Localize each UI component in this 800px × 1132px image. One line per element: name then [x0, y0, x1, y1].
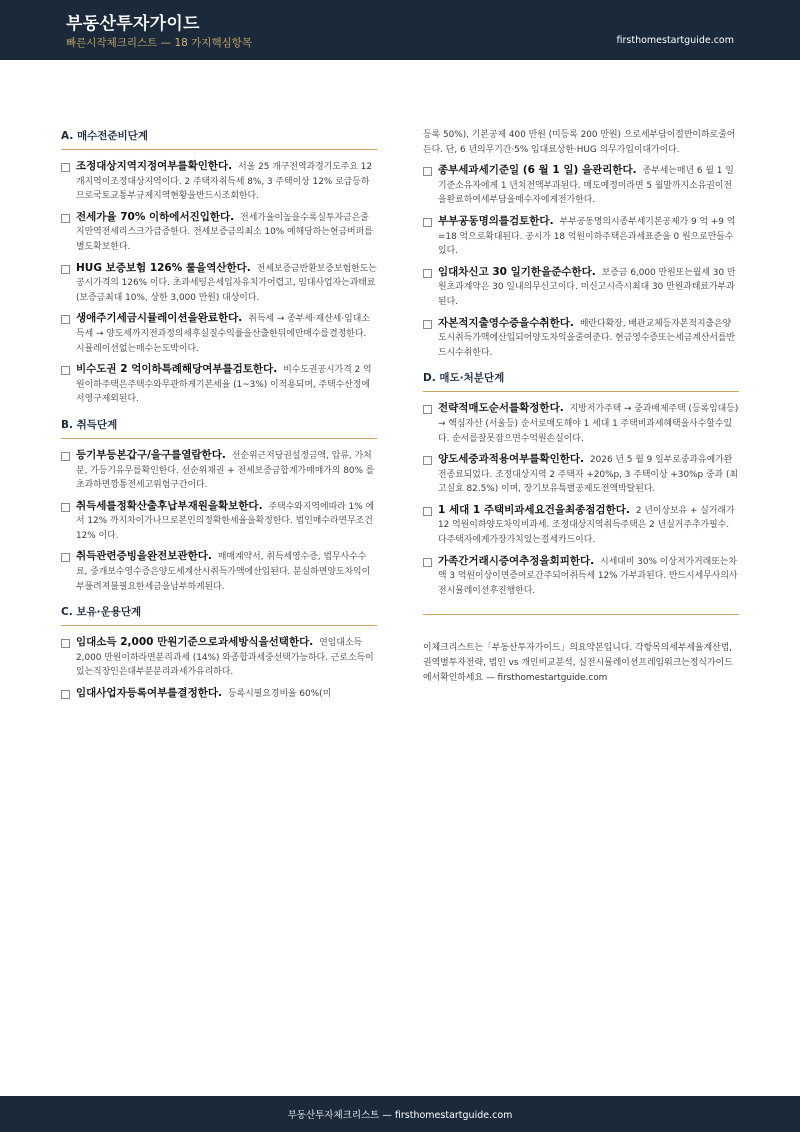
- item-body: 연임대소득 2,000 만원이하라면분리과세 (14%) 와종합과세중선택가능하다. 근로소득이있는직장인은대부분분리과세가유리하다.: [76, 638, 374, 678]
- item-body: 2026 년 5 월 9 일부로중과유예가완전종료되었다. 조정대상지역 2 주택자 +20%p, 3 주택이상 +30%p 중과 (최고실효 82.5%) 이며, 장기보유특별공제도전액박탈된다.: [438, 455, 738, 495]
- checklist-item: [423, 503, 739, 548]
- checklist-item: [61, 210, 377, 255]
- left-column: [61, 128, 377, 708]
- checklist-item: [61, 362, 377, 407]
- checkbox-icon: [61, 639, 70, 648]
- checkbox-icon: [61, 265, 70, 274]
- checklist-item: [423, 163, 739, 208]
- item-lead: 임대사업자등록여부를결정한다.: [76, 687, 222, 700]
- item-body: 주택수와지역에따라 1% 에서 12% 까지차이가나므로본인의정확한세율을확정한다. 법인매수라면무조건 12% 이다.: [76, 501, 375, 541]
- item-body: 2 년이상보유 + 실거래가 12 억원이하양도차익비과세. 조정대상지역취득주택은 2 년실거주추가필수. 다주택자에게가장가치있는절세카드이다.: [438, 505, 735, 546]
- item-lead: HUG 보증보험 126% 룰을역산한다.: [76, 261, 251, 274]
- guide-note: 이체크리스트는「부동산투자가이드」의요약본입니다. 각항목의세부세율계산법, 권역별투자전략, 법인 vs 개인비교분석, 실전시뮬레이션프레임워크는정식가이드에서확인하세요 — firsthomestartguide.com: [423, 643, 733, 684]
- site-url: firsthomestartguide.com: [616, 35, 734, 46]
- item-body: 지방저가주택 → 중과배제주택 (등록임대등) → 핵심자산 (서울등) 순서로매도해야 1 세대 1 주택비과세혜택을사수할수있다. 순서를잘못잡으면수억원손실이다.: [438, 404, 739, 444]
- item-lead: 가족간거래시증여추정을회피한다.: [438, 554, 595, 567]
- checkbox-icon: [61, 163, 70, 172]
- checkbox-icon: [423, 558, 432, 567]
- item-lead: 종부세과세기준일 (6 월 1 일) 을관리한다.: [438, 164, 637, 177]
- item-body: 매매계약서, 취득세영수증, 법무사수수료, 중개보수영수증은양도세계산시취득가액에산입된다. 분실하면양도차익이부풀려져불필요한세금을납부하게된다.: [76, 552, 371, 592]
- item-body: 전세보증금반환보증보험한도는공시가격의 126% 이다. 초과세팅은세입자유치가어렵고, 임대사업자는과태료 (보증금최대 10%, 상한 3,000 만원) 대상이다.: [76, 263, 377, 303]
- checklist-item: [61, 499, 377, 544]
- checkbox-icon: [423, 507, 432, 516]
- page-header: [0, 0, 800, 60]
- divider: [423, 614, 739, 615]
- item-lead: 조정대상지역지정여부를확인한다.: [76, 160, 233, 172]
- item-lead: 등기부등본갑구/을구를열람한다.: [76, 448, 226, 461]
- item-body: 시세대비 30% 이상저가거래또는차액 3 억원이상이면증여로간주되어취득세 12% 가부과된다. 반드시세무사의사전시뮬레이션후진행한다.: [438, 556, 738, 596]
- item-lead: 취득관련증빙을완전보관한다.: [76, 550, 212, 563]
- item-body: 등록 50%), 기본공제 400 만원 (미등록 200 만원) 으로세부담이절반이하로줄어든다. 단, 6 년의무기간·5% 임대료상한·HUG 의무가입이대가이다.: [423, 130, 736, 155]
- checklist-item: [423, 401, 739, 446]
- checkbox-icon: [423, 167, 432, 176]
- item-body: 전세가율이높을수록실투자금은줄지만역전세리스크가급증한다. 전세보증금의최소 10% 에해당하는현금버퍼를별도확보한다.: [76, 212, 373, 252]
- checklist-item: [423, 214, 739, 259]
- page-subtitle: 빠른시작체크리스트 — 18 가지핵심항목: [66, 37, 253, 49]
- item-body: 베란다확장, 배관교체등자본적지출은양도시취득가액에산입되어양도차익을줄여준다. 현금영수증또는세금계산서를반드시수취한다.: [438, 318, 736, 358]
- item-lead: 취득세를정확산출후납부재원을확보한다.: [76, 499, 263, 512]
- checkbox-icon: [61, 503, 70, 512]
- item-body: 등록시필요경비율 60%(미: [228, 689, 332, 700]
- item-lead: 1 세대 1 주택비과세요건을최종점검한다.: [438, 503, 630, 516]
- item-lead: 임대소득 2,000 만원기준으로과세방식을선택한다.: [76, 636, 314, 649]
- checklist-item: [61, 686, 377, 702]
- item-body: 취득세 → 종부세·재산세·임대소득세 → 양도세까지전과정의세후실질수익률을산출한뒤에만매수를결정한다. 시뮬레이션없는매수는도박이다.: [76, 314, 370, 354]
- checklist-item: [423, 452, 739, 497]
- item-lead: 양도세중과적용여부를확인한다.: [438, 453, 584, 466]
- item-body: 서울 25 개구전역과경기도주요 12 개지역이조정대상지역이다. 2 주택자취득세 8%, 3 주택이상 12% 로급등하므로국토교통부규제지역현황을반드시조회한다.: [76, 162, 373, 202]
- item-body: 부부공동명의시종부세기본공제가 9 억 +9 억 =18 억으로확대된다. 공시가 18 억원이하주택은과세표준을 0 원으로만들수있다.: [438, 216, 736, 257]
- item-body: 비수도권공시가격 2 억원이하주택은주택수와무관하게기본세율 (1~3%) 이적용되며, 주택수산정에서영구제외된다.: [76, 365, 372, 405]
- checkbox-icon: [61, 214, 70, 223]
- section-heading-c: C. 보유·운용단계: [61, 604, 377, 626]
- checkbox-icon: [423, 218, 432, 227]
- item-lead: 자본적지출영수증을수취한다.: [438, 316, 574, 329]
- checkbox-icon: [423, 405, 432, 414]
- checkbox-icon: [423, 456, 432, 465]
- page-footer: [0, 1096, 800, 1132]
- section-heading-a: A. 매수전준비단계: [61, 128, 377, 150]
- checkbox-icon: [61, 366, 70, 375]
- item-lead: 비수도권 2 억이하특례해당여부를검토한다.: [76, 363, 278, 376]
- checklist-item-continued: [423, 128, 739, 157]
- checklist-item: [61, 549, 377, 594]
- checklist-item: [423, 265, 739, 310]
- checkbox-icon: [61, 315, 70, 324]
- checkbox-icon: [423, 269, 432, 278]
- item-lead: 전세가율 70% 이하에서진입한다.: [76, 210, 235, 223]
- item-body: 종부세는매년 6 월 1 일기준소유자에게 1 년치전액부과된다. 매도예정이라면 5 월말까지소유권이전을완료하여세부담을매수자에게전가한다.: [438, 166, 734, 206]
- checkbox-icon: [423, 320, 432, 329]
- item-lead: 부부공동명의를검토한다.: [438, 214, 554, 227]
- item-lead: 전략적매도순서를확정한다.: [438, 402, 564, 415]
- page-title: 부동산투자가이드: [66, 14, 200, 34]
- item-body: 선순위근저당권설정금액, 압류, 가처분, 가등기유무를확인한다. 선순위채권 + 전세보증금합계가매매가의 80% 를초과하면깡통전세고위험구간이다.: [76, 450, 375, 491]
- item-lead: 임대차신고 30 일기한을준수한다.: [438, 265, 596, 278]
- checklist-item: [423, 554, 739, 599]
- item-lead: 생애주기세금시뮬레이션을완료한다.: [76, 312, 243, 325]
- checklist-item: [61, 261, 377, 306]
- checklist-item: [61, 311, 377, 356]
- item-body: 보증금 6,000 만원또는월세 30 만원초과계약은 30 일내의무신고이다. 미신고시즉시최대 30 만원과태료가부과된다.: [438, 267, 736, 307]
- footer-text: 부동산투자체크리스트 — firsthomestartguide.com: [287, 1110, 513, 1121]
- right-column: [423, 128, 739, 686]
- checklist-item: [61, 635, 377, 680]
- checklist-item: [61, 448, 377, 493]
- checkbox-icon: [61, 553, 70, 562]
- checklist-item: [423, 316, 739, 361]
- checkbox-icon: [61, 690, 70, 699]
- checklist-item: [61, 159, 377, 204]
- section-heading-b: B. 취득단계: [61, 417, 377, 439]
- checkbox-icon: [61, 452, 70, 461]
- section-heading-d: D. 매도·처분단계: [423, 370, 739, 392]
